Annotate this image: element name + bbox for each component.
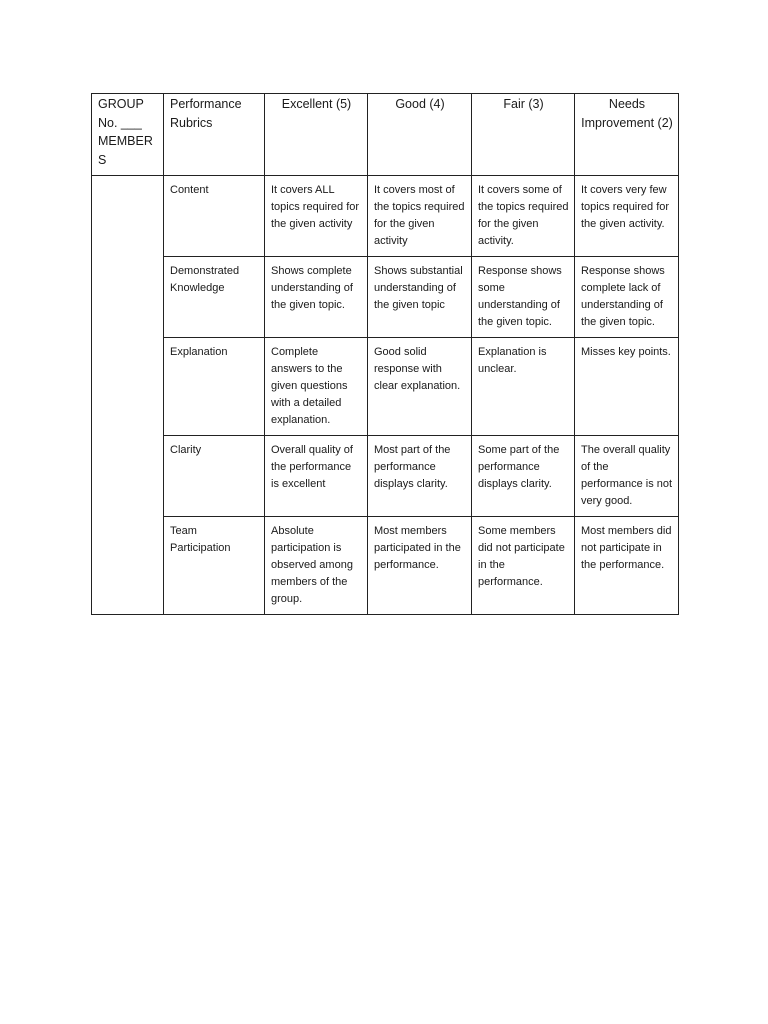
members-label: MEMBERS — [98, 134, 153, 167]
group-members-cell — [92, 176, 164, 615]
table-row — [92, 436, 679, 517]
needs-improvement-header: Needs Improvement (2) — [575, 94, 679, 176]
excellent-cell: Shows complete understanding of the given topic. — [265, 257, 368, 338]
fair-cell: It covers some of the topics required for the given activity. — [472, 176, 575, 257]
performance-rubrics-header: Performance Rubrics — [164, 94, 265, 176]
excellent-cell: Absolute participation is observed among members of the group. — [265, 517, 368, 615]
good-cell: Good solid response with clear explanation. — [368, 338, 472, 436]
excellent-cell: It covers ALL topics required for the given activity — [265, 176, 368, 257]
table-row — [92, 176, 679, 257]
excellent-cell: Overall quality of the performance is excellent — [265, 436, 368, 517]
fair-cell: Some members did not participate in the performance. — [472, 517, 575, 615]
needs-improvement-cell: The overall quality of the performance is not very good. — [575, 436, 679, 517]
table-row — [92, 338, 679, 436]
needs-improvement-cell: Response shows complete lack of understanding of the given topic. — [575, 257, 679, 338]
criterion-cell: Team Participation — [164, 517, 265, 615]
excellent-header: Excellent (5) — [265, 94, 368, 176]
needs-improvement-cell: It covers very few topics required for the given activity. — [575, 176, 679, 257]
group-members-header — [92, 94, 164, 176]
table-row — [92, 517, 679, 615]
good-cell: Most members participated in the performance. — [368, 517, 472, 615]
excellent-cell: Complete answers to the given questions with a detailed explanation. — [265, 338, 368, 436]
needs-improvement-cell: Misses key points. — [575, 338, 679, 436]
good-header: Good (4) — [368, 94, 472, 176]
criterion-cell: Demonstrated Knowledge — [164, 257, 265, 338]
needs-improvement-cell: Most members did not participate in the performance. — [575, 517, 679, 615]
group-number-blank: No. ___ — [98, 115, 142, 130]
table-row — [92, 257, 679, 338]
fair-cell: Explanation is unclear. — [472, 338, 575, 436]
good-cell: It covers most of the topics required for the given activity — [368, 176, 472, 257]
criterion-cell: Explanation — [164, 338, 265, 436]
group-label: GROUP — [98, 97, 144, 111]
rubric-table — [91, 93, 679, 615]
criterion-cell: Clarity — [164, 436, 265, 517]
good-cell: Most part of the performance displays clarity. — [368, 436, 472, 517]
good-cell: Shows substantial understanding of the given topic — [368, 257, 472, 338]
criterion-cell: Content — [164, 176, 265, 257]
header-row — [92, 94, 679, 176]
fair-header: Fair (3) — [472, 94, 575, 176]
fair-cell: Response shows some understanding of the given topic. — [472, 257, 575, 338]
fair-cell: Some part of the performance displays clarity. — [472, 436, 575, 517]
